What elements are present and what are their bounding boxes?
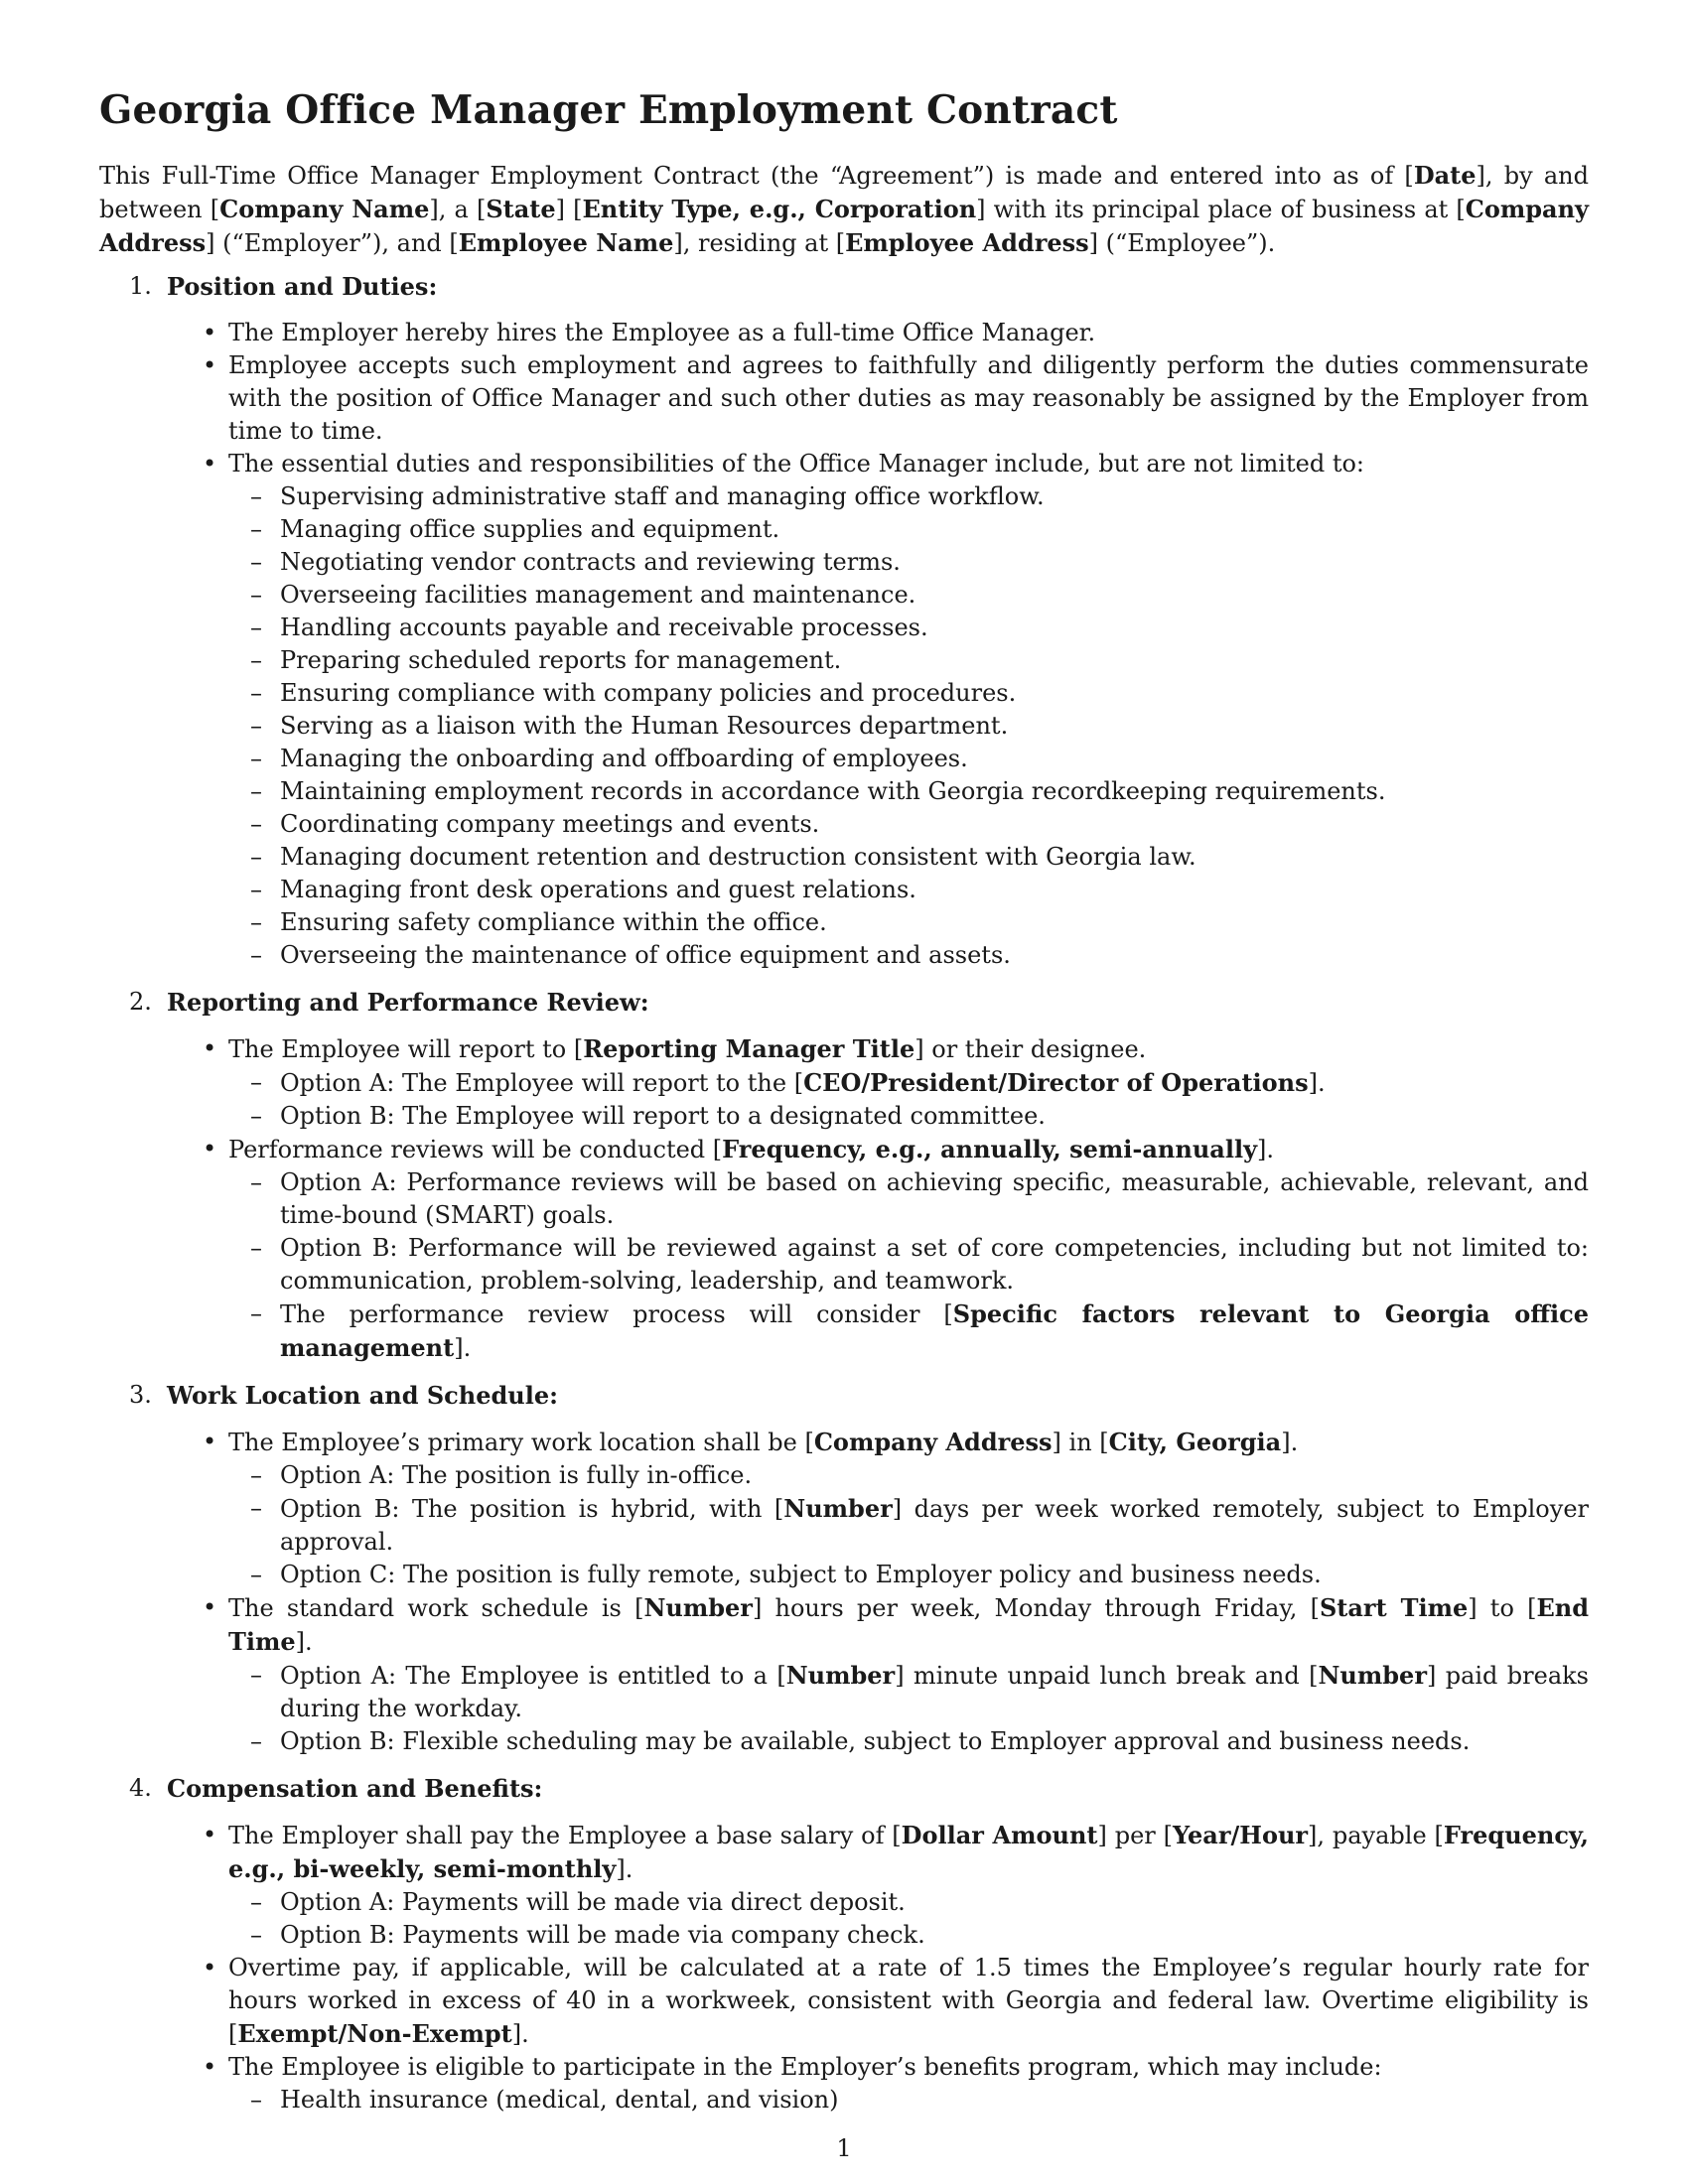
placeholder-field: Dollar Amount bbox=[901, 1821, 1098, 1849]
text-run: Managing front desk operations and guest relations. bbox=[280, 876, 916, 903]
text-run: Managing document retention and destruction consistent with Georgia law. bbox=[280, 843, 1196, 871]
dash-icon: – bbox=[250, 1068, 262, 1096]
section-number: 1. bbox=[129, 272, 152, 300]
sub-item bbox=[250, 677, 1589, 710]
document-page bbox=[99, 87, 1589, 2130]
sub-item bbox=[250, 1166, 1589, 1232]
text-run: Option B: Performance will be reviewed against a set of core competencies, including but not limited to: communication, problem-solving, leadership, and teamwork. bbox=[280, 1234, 1589, 1295]
text-run: Option A: The Employee will report to the [ bbox=[280, 1069, 804, 1097]
sub-item bbox=[250, 874, 1589, 906]
dash-icon: – bbox=[250, 1561, 262, 1588]
sub-item bbox=[250, 939, 1589, 972]
bullet-list bbox=[99, 317, 1589, 972]
bullet-item bbox=[203, 1032, 1589, 1133]
bullet-item bbox=[203, 317, 1589, 349]
sub-item bbox=[250, 1232, 1589, 1297]
dash-icon: – bbox=[250, 941, 262, 969]
bullet-icon: • bbox=[203, 1593, 217, 1621]
sections-list bbox=[99, 270, 1589, 2116]
sub-item bbox=[250, 546, 1589, 579]
text-run: This Full-Time Office Manager Employment Contract (the “Agreement”) is made and entered into as of [ bbox=[99, 162, 1414, 190]
bullet-item bbox=[203, 2051, 1589, 2116]
placeholder-field: Specific factors relevant to Georgia office management bbox=[280, 1299, 1589, 1362]
dash-icon: – bbox=[250, 2086, 262, 2114]
text-run: Option A: The position is fully in-office. bbox=[280, 1461, 753, 1489]
sub-item bbox=[250, 743, 1589, 775]
dash-icon: – bbox=[250, 614, 262, 641]
text-run: ] days per week worked remotely, subject to Employer approval. bbox=[280, 1495, 1589, 1556]
placeholder-field: Number bbox=[643, 1593, 753, 1622]
placeholder-field: Entity Type, e.g., Corporation bbox=[582, 195, 977, 223]
text-run: Option B: Payments will be made via company check. bbox=[280, 1921, 925, 1949]
text-run: The Employer hereby hires the Employee as a full-time Office Manager. bbox=[228, 319, 1096, 346]
section-heading-text: Compensation and Benefits: bbox=[167, 1774, 543, 1803]
intro-paragraph bbox=[99, 159, 1589, 260]
text-run: ] or their designee. bbox=[914, 1035, 1147, 1063]
sub-item bbox=[250, 644, 1589, 677]
dash-icon: – bbox=[250, 1102, 262, 1130]
text-run: ]. bbox=[616, 1855, 633, 1883]
sub-item bbox=[250, 775, 1589, 808]
text-run: Coordinating company meetings and events. bbox=[280, 810, 820, 838]
text-run: Overseeing facilities management and maintenance. bbox=[280, 581, 916, 609]
sub-item bbox=[250, 1066, 1589, 1100]
text-run: ] in [ bbox=[1052, 1429, 1109, 1456]
dash-icon: – bbox=[250, 1921, 262, 1949]
bullet-icon: • bbox=[203, 1954, 217, 1981]
placeholder-field: State bbox=[486, 195, 556, 223]
dash-icon: – bbox=[250, 745, 262, 772]
text-run: Serving as a liaison with the Human Resources department. bbox=[280, 712, 1009, 740]
sub-list bbox=[228, 1659, 1589, 1758]
bullet-list bbox=[99, 1819, 1589, 2116]
dash-icon: – bbox=[250, 810, 262, 838]
sub-item bbox=[250, 1559, 1589, 1591]
placeholder-field: Company Address bbox=[99, 195, 1589, 257]
bullet-icon: • bbox=[203, 1821, 217, 1848]
sub-item bbox=[250, 808, 1589, 841]
dash-icon: – bbox=[250, 843, 262, 871]
placeholder-field: Number bbox=[785, 1661, 896, 1690]
text-run: Option A: Performance reviews will be based on achieving specific, measurable, achievable, relevant, and time-bound (SMART) goals. bbox=[280, 1168, 1589, 1229]
sub-item bbox=[250, 612, 1589, 644]
sub-list bbox=[228, 1066, 1589, 1133]
text-run: ] with its principal place of business at [ bbox=[976, 196, 1466, 223]
sub-list bbox=[228, 1886, 1589, 1952]
text-run: ]. bbox=[1281, 1429, 1299, 1456]
section-heading bbox=[99, 1379, 1589, 1412]
placeholder-field: Employee Address bbox=[845, 228, 1089, 257]
dash-icon: – bbox=[250, 515, 262, 543]
placeholder-field: Frequency, e.g., annually, semi-annually bbox=[722, 1135, 1258, 1163]
text-run: ], a [ bbox=[429, 196, 487, 223]
text-run: Managing the onboarding and offboarding of employees. bbox=[280, 745, 968, 772]
section-heading bbox=[99, 986, 1589, 1019]
bullet-icon: • bbox=[203, 1135, 217, 1162]
placeholder-field: End Time bbox=[228, 1593, 1590, 1656]
text-run: Overseeing the maintenance of office equipment and assets. bbox=[280, 941, 1011, 969]
sub-item bbox=[250, 513, 1589, 546]
placeholder-field: Date bbox=[1413, 161, 1477, 190]
text-run: The Employer shall pay the Employee a base salary of [ bbox=[228, 1822, 902, 1849]
placeholder-field: Employee Name bbox=[458, 228, 674, 257]
text-run: Preparing scheduled reports for management. bbox=[280, 646, 842, 674]
sub-item bbox=[250, 2084, 1589, 2116]
bullet-icon: • bbox=[203, 450, 217, 478]
bullet-list bbox=[99, 1426, 1589, 1758]
text-run: ], residing at [ bbox=[673, 229, 846, 257]
text-run: Ensuring compliance with company policies and procedures. bbox=[280, 679, 1017, 707]
sub-list bbox=[228, 1166, 1589, 1365]
text-run: ], by and between [ bbox=[99, 162, 1589, 223]
bullet-item bbox=[203, 1133, 1589, 1365]
text-run: ] paid breaks during the workday. bbox=[280, 1662, 1589, 1722]
section-number: 4. bbox=[129, 1774, 152, 1802]
section-number: 2. bbox=[129, 988, 152, 1016]
text-run: Option B: Flexible scheduling may be available, subject to Employer approval and business needs. bbox=[280, 1727, 1471, 1755]
placeholder-field: Company Address bbox=[813, 1428, 1053, 1456]
bullet-icon: • bbox=[203, 351, 217, 379]
placeholder-field: Company Name bbox=[219, 195, 430, 223]
text-run: Employee accepts such employment and agrees to faithfully and diligently perform the duties commensurate with the position of Office Manager and such other duties as may reasonably be assigned by the Employer from time to time. bbox=[228, 351, 1589, 445]
text-run: Option A: Payments will be made via direct deposit. bbox=[280, 1888, 906, 1916]
text-run: Option B: The position is hybrid, with [ bbox=[280, 1495, 784, 1523]
text-run: The standard work schedule is [ bbox=[228, 1594, 644, 1622]
text-run: Handling accounts payable and receivable processes. bbox=[280, 614, 928, 641]
text-run: ]. bbox=[454, 1334, 472, 1362]
dash-icon: – bbox=[250, 1461, 262, 1489]
text-run: Option A: The Employee is entitled to a [ bbox=[280, 1662, 786, 1690]
sub-item bbox=[250, 579, 1589, 612]
placeholder-field: Year/Hour bbox=[1172, 1821, 1309, 1849]
sub-item bbox=[250, 1459, 1589, 1492]
text-run: Managing office supplies and equipment. bbox=[280, 515, 780, 543]
section-4 bbox=[99, 1772, 1589, 2116]
text-run: ] (“Employer”), and [ bbox=[206, 229, 459, 257]
placeholder-field: Start Time bbox=[1319, 1593, 1469, 1622]
sub-item bbox=[250, 1297, 1589, 1365]
bullet-item bbox=[203, 1952, 1589, 2051]
text-run: Overtime pay, if applicable, will be calculated at a rate of 1.5 times the Employee’s regular hourly rate for hours worked in excess of 40 in a workweek, consistent with Georgia and federal law. Overtime eligibility is [ bbox=[228, 1954, 1589, 2048]
bullet-item bbox=[203, 349, 1589, 448]
section-heading bbox=[99, 270, 1589, 303]
sub-list bbox=[228, 2084, 1589, 2116]
text-run: Negotiating vendor contracts and reviewing terms. bbox=[280, 548, 901, 576]
text-run: ] to [ bbox=[1468, 1594, 1537, 1622]
sub-list bbox=[228, 1459, 1589, 1591]
text-run: The performance review process will consider [ bbox=[280, 1300, 953, 1328]
placeholder-field: Exempt/Non-Exempt bbox=[237, 2019, 512, 2048]
section-2 bbox=[99, 986, 1589, 1365]
dash-icon: – bbox=[250, 482, 262, 510]
dash-icon: – bbox=[250, 1727, 262, 1755]
section-heading-text: Work Location and Schedule: bbox=[167, 1381, 558, 1410]
placeholder-field: Number bbox=[1318, 1661, 1427, 1690]
placeholder-field: CEO/President/Director of Operations bbox=[803, 1068, 1309, 1097]
dash-icon: – bbox=[250, 1234, 262, 1262]
bullet-icon: • bbox=[203, 1428, 217, 1455]
sub-item bbox=[250, 710, 1589, 743]
bullet-icon: • bbox=[203, 319, 217, 346]
bullet-item bbox=[203, 1819, 1589, 1952]
text-run: Supervising administrative staff and managing office workflow. bbox=[280, 482, 1045, 510]
placeholder-field: Reporting Manager Title bbox=[583, 1034, 915, 1063]
dash-icon: – bbox=[250, 1168, 262, 1196]
text-run: Performance reviews will be conducted [ bbox=[228, 1136, 723, 1163]
dash-icon: – bbox=[250, 679, 262, 707]
dash-icon: – bbox=[250, 1494, 262, 1522]
text-run: ]. bbox=[295, 1628, 313, 1656]
sub-item bbox=[250, 1886, 1589, 1919]
placeholder-field: Number bbox=[783, 1494, 893, 1523]
placeholder-field: Frequency, e.g., bi-weekly, semi-monthly bbox=[228, 1821, 1589, 1883]
text-run: The Employee’s primary work location shall be [ bbox=[228, 1429, 814, 1456]
text-run: ] [ bbox=[555, 196, 583, 223]
section-heading bbox=[99, 1772, 1589, 1805]
sub-item bbox=[250, 1725, 1589, 1758]
text-run: ], payable [ bbox=[1308, 1822, 1444, 1849]
text-run: ]. bbox=[1257, 1136, 1275, 1163]
sub-item bbox=[250, 1100, 1589, 1133]
sub-list bbox=[228, 480, 1589, 972]
sub-item bbox=[250, 1659, 1589, 1725]
dash-icon: – bbox=[250, 777, 262, 805]
section-number: 3. bbox=[129, 1381, 152, 1409]
dash-icon: – bbox=[250, 1888, 262, 1916]
sub-item bbox=[250, 480, 1589, 513]
text-run: ] (“Employee”). bbox=[1088, 229, 1276, 257]
text-run: Health insurance (medical, dental, and vision) bbox=[280, 2086, 839, 2114]
page-number: 1 bbox=[836, 2134, 852, 2162]
dash-icon: – bbox=[250, 1661, 262, 1689]
sub-item bbox=[250, 906, 1589, 939]
sub-item bbox=[250, 1492, 1589, 1559]
dash-icon: – bbox=[250, 1299, 262, 1327]
text-run: The essential duties and responsibilities of the Office Manager include, but are not limited to: bbox=[228, 450, 1364, 478]
text-run: Option C: The position is fully remote, subject to Employer policy and business needs. bbox=[280, 1561, 1322, 1588]
text-run: ] hours per week, Monday through Friday, [ bbox=[752, 1594, 1320, 1622]
text-run: ] minute unpaid lunch break and [ bbox=[895, 1662, 1319, 1690]
placeholder-field: City, Georgia bbox=[1108, 1428, 1282, 1456]
text-run: Maintaining employment records in accordance with Georgia recordkeeping requirements. bbox=[280, 777, 1386, 805]
section-heading-text: Reporting and Performance Review: bbox=[167, 988, 649, 1017]
dash-icon: – bbox=[250, 581, 262, 609]
text-run: The Employee will report to [ bbox=[228, 1035, 584, 1063]
section-3 bbox=[99, 1379, 1589, 1758]
bullet-item bbox=[203, 1591, 1590, 1758]
text-run: ]. bbox=[511, 2020, 529, 2048]
document-title: Georgia Office Manager Employment Contract bbox=[99, 87, 1118, 133]
bullet-list bbox=[99, 1032, 1589, 1365]
dash-icon: – bbox=[250, 876, 262, 903]
sub-item bbox=[250, 1919, 1589, 1952]
sub-item bbox=[250, 841, 1589, 874]
text-run: Ensuring safety compliance within the office. bbox=[280, 908, 827, 936]
text-run: ]. bbox=[1308, 1069, 1326, 1097]
bullet-item bbox=[203, 448, 1589, 972]
text-run: Option B: The Employee will report to a designated committee. bbox=[280, 1102, 1046, 1130]
bullet-icon: • bbox=[203, 1034, 217, 1062]
dash-icon: – bbox=[250, 908, 262, 936]
bullet-icon: • bbox=[203, 2053, 217, 2081]
bullet-item bbox=[203, 1426, 1589, 1591]
dash-icon: – bbox=[250, 646, 262, 674]
text-run: The Employee is eligible to participate in the Employer’s benefits program, which may include: bbox=[228, 2053, 1382, 2081]
dash-icon: – bbox=[250, 548, 262, 576]
section-heading-text: Position and Duties: bbox=[167, 272, 438, 301]
text-run: ] per [ bbox=[1097, 1822, 1173, 1849]
dash-icon: – bbox=[250, 712, 262, 740]
section-1 bbox=[99, 270, 1589, 972]
